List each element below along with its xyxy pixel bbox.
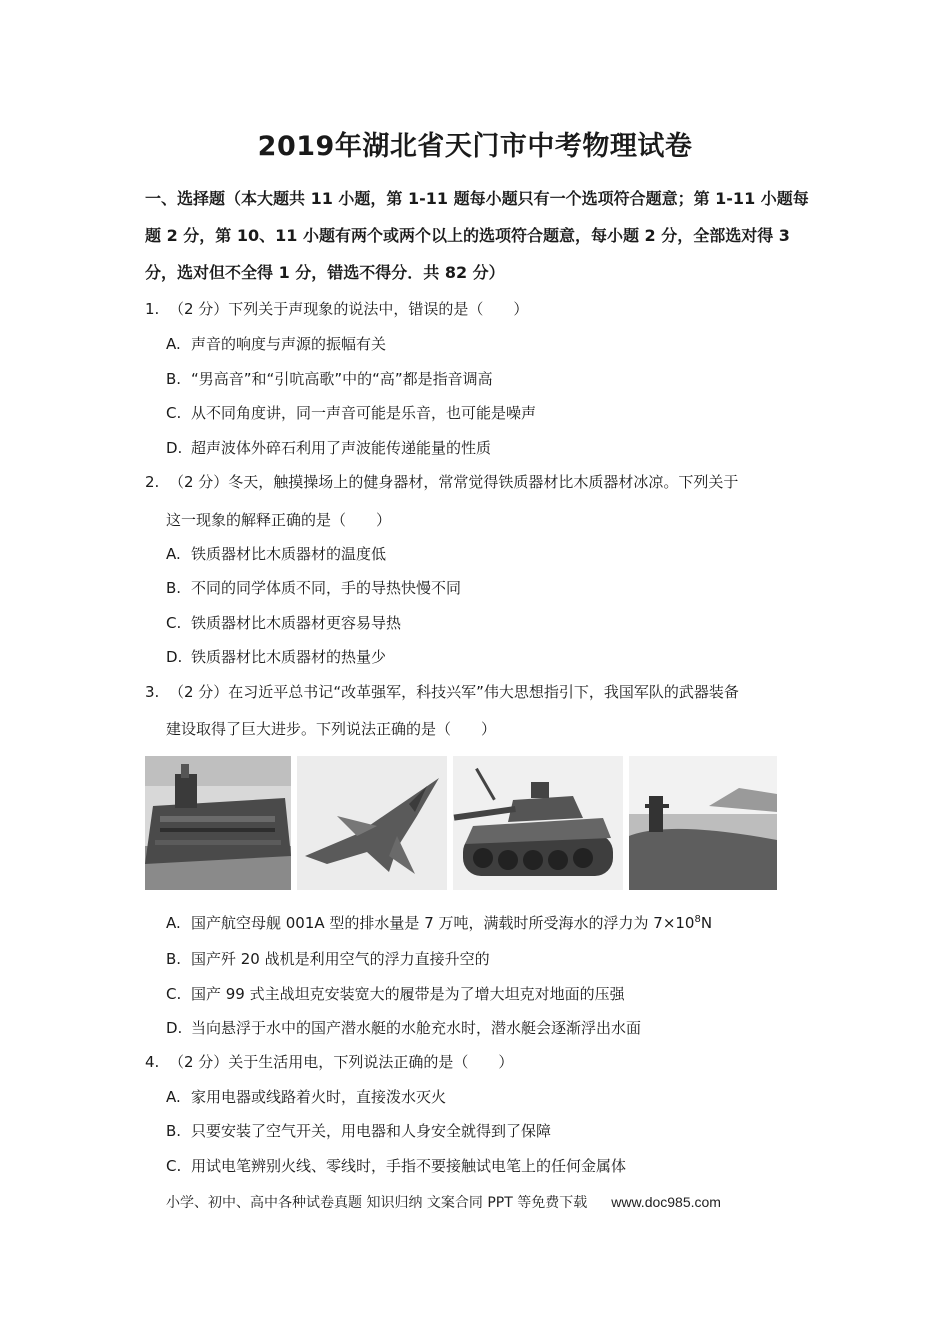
- option-label: C.: [166, 1157, 182, 1175]
- option-text: 只要安装了空气开关，用电器和人身安全就得到了保障: [191, 1122, 552, 1140]
- aircraft-carrier-photo: [145, 756, 291, 890]
- footer-text: 小学、初中、高中各种试卷真题 知识归纳 文案合同 PPT 等免费下载: [166, 1195, 588, 1211]
- option-d: [166, 1017, 641, 1038]
- option-b: [166, 948, 490, 969]
- option-text: 超声波体外碎石利用了声波能传递能量的性质: [191, 439, 492, 457]
- option-label: C.: [166, 985, 182, 1003]
- question-4: [145, 1051, 513, 1072]
- option-c: [166, 1155, 626, 1176]
- option-text: 当向悬浮于水中的国产潜水艇的水舱充水时，潜水艇会逐渐浮出水面: [191, 1019, 642, 1037]
- option-label: C.: [166, 404, 182, 422]
- question-number: 3.: [145, 683, 160, 701]
- option-text: 铁质器材比木质器材的温度低: [191, 545, 387, 563]
- option-label: C.: [166, 614, 182, 632]
- option-a: [166, 333, 386, 354]
- option-label: B.: [166, 950, 182, 968]
- option-text: 铁质器材比木质器材的热量少: [191, 648, 387, 666]
- submarine-photo: [629, 756, 777, 890]
- option-c: [166, 402, 536, 423]
- tank-photo: [453, 756, 623, 890]
- option-label: B.: [166, 1122, 182, 1140]
- option-text: 声音的响度与声源的振幅有关: [191, 335, 387, 353]
- option-label: D.: [166, 648, 183, 666]
- option-c: [166, 612, 401, 633]
- option-text: 国产歼 20 战机是利用空气的浮力直接升空的: [191, 950, 490, 968]
- question-1: [145, 298, 528, 319]
- question-text-continued: 这一现象的解释正确的是（ ）: [166, 511, 392, 529]
- option-label: B.: [166, 579, 182, 597]
- weapon-photos: [145, 756, 785, 892]
- option-label: A.: [166, 914, 181, 932]
- option-text: 用试电笔辨别火线、零线时，手指不要接触试电笔上的任何金属体: [191, 1157, 627, 1175]
- option-d: [166, 646, 386, 667]
- option-label: B.: [166, 370, 182, 388]
- question-2: [145, 471, 738, 492]
- option-b: [166, 577, 461, 598]
- question-number: 4.: [145, 1053, 160, 1071]
- option-label: D.: [166, 1019, 183, 1037]
- question-3: [145, 681, 739, 702]
- option-text: 铁质器材比木质器材更容易导热: [191, 614, 402, 632]
- option-text: 国产航空母舰 001A 型的排水量是 7 万吨，满载时所受海水的浮力为 7×10: [191, 914, 695, 932]
- option-text: “男高音”和“引吭高歌”中的“高”都是指音调高: [191, 370, 493, 388]
- option-text: 家用电器或线路着火时，直接泼水灭火: [191, 1088, 447, 1106]
- question-text: （2 分）在习近平总书记“改革强军，科技兴军”伟大思想指引下，我国军队的武器装备: [169, 683, 739, 701]
- option-a: [166, 912, 712, 933]
- question-number: 2.: [145, 473, 160, 491]
- option-label: A.: [166, 335, 181, 353]
- option-label: A.: [166, 545, 181, 563]
- option-c: [166, 983, 625, 1004]
- option-text: 不同的同学体质不同，手的导热快慢不同: [191, 579, 462, 597]
- option-unit: N: [700, 914, 713, 932]
- option-b: [166, 368, 493, 389]
- question-text: （2 分）冬天，触摸操场上的健身器材，常常觉得铁质器材比木质器材冰凉。下列关于: [169, 473, 739, 491]
- question-text-continued: 建设取得了巨大进步。下列说法正确的是（ ）: [166, 720, 497, 738]
- question-text: （2 分）下列关于声现象的说法中，错误的是（ ）: [169, 300, 529, 318]
- page-footer: [166, 1192, 721, 1212]
- page-title: 2019年湖北省天门市中考物理试卷: [257, 131, 693, 162]
- option-a: [166, 1086, 446, 1107]
- option-d: [166, 437, 491, 458]
- option-text: 从不同角度讲，同一声音可能是乐音，也可能是噪声: [191, 404, 537, 422]
- footer-url[interactable]: www.doc985.com: [611, 1194, 721, 1210]
- option-label: D.: [166, 439, 183, 457]
- fighter-jet-photo: [297, 756, 447, 890]
- option-label: A.: [166, 1088, 181, 1106]
- question-text: （2 分）关于生活用电，下列说法正确的是（ ）: [169, 1053, 514, 1071]
- option-exponent: 8: [694, 914, 701, 925]
- section-heading: 一、选择题（本大题共 11 小题，第 1-11 题每小题只有一个选项符合题意；第 1-11 小题每题 2 分，第 10、11 小题有两个或两个以上的选项符合题意，每小题 2 分，全部选对得 3 分，选对但不全得 1 分，错选不得分．共 82 分）: [145, 189, 809, 282]
- option-b: [166, 1120, 551, 1141]
- option-a: [166, 543, 386, 564]
- option-text: 国产 99 式主战坦克安装宽大的履带是为了增大坦克对地面的压强: [191, 985, 625, 1003]
- question-number: 1.: [145, 300, 160, 318]
